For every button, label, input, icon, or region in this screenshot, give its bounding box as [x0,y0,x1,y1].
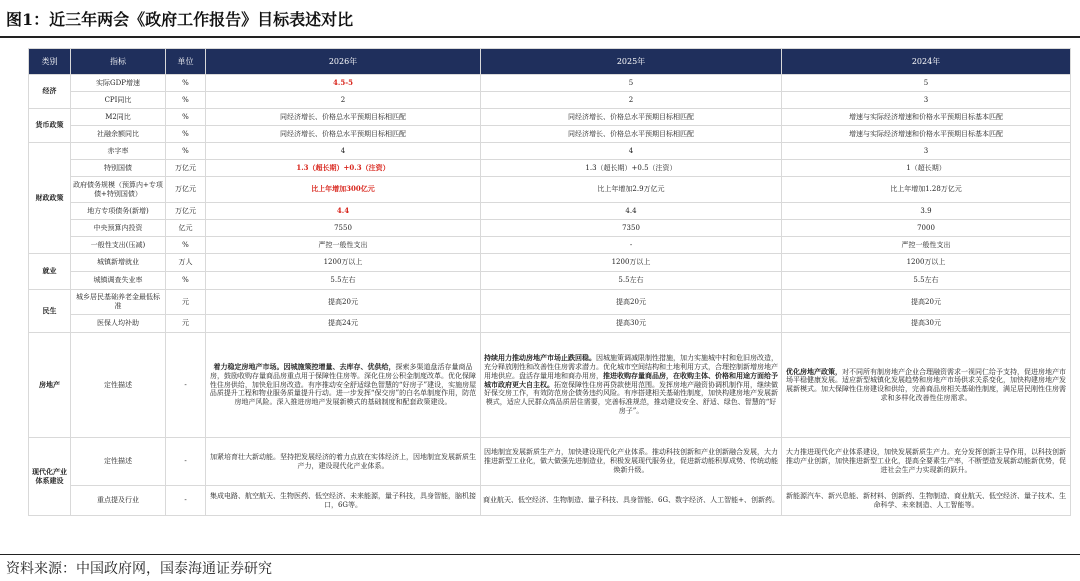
indicator-cell: 政府债务规模（预算内+专项债+特别国债） [71,177,166,203]
table-header-row [29,49,1071,75]
indicator-cell: 重点提及行业 [71,486,166,516]
unit-cell: 亿元 [166,220,206,237]
value-2025: 商业航天、低空经济、生物制造、量子科技、具身智能、6G、数字经济、人工智能+、创新药。 [481,486,782,516]
value-2025: 2 [481,92,782,109]
value-2026: 提高20元 [206,290,481,315]
indicator-cell: 中央预算内投资 [71,220,166,237]
realestate-2025-lead: 持续用力推动房地产市场止跌回稳。 [484,353,596,363]
indicator-cell: 城乡居民基础养老金最低标准 [71,290,166,315]
indicator-cell: M2同比 [71,109,166,126]
unit-cell: % [166,75,206,92]
unit-cell: 元 [166,315,206,333]
category-industry: 现代化产业体系建设 [29,438,71,516]
value-2024: 比上年增加1.28万亿元 [782,177,1071,203]
unit-cell: % [166,109,206,126]
realestate-2026 [206,333,481,438]
value-2026: 2 [206,92,481,109]
unit-cell: % [166,237,206,254]
unit-cell: - [166,438,206,486]
value-2026: 严控一般性支出 [206,237,481,254]
value-2024: 严控一般性支出 [782,237,1071,254]
value-2026: 1.3（超长期）+0.3（注资） [206,160,481,177]
indicator-cell: 特别国债 [71,160,166,177]
bottom-rule [0,554,1080,555]
value-2026: 同经济增长、价格总水平预期目标相匹配 [206,109,481,126]
category-livelihood: 民生 [29,290,71,333]
indicator-cell: 社融余额同比 [71,126,166,143]
value-2025: 因地制宜发展新质生产力，加快建设现代化产业体系。推动科技创新和产业创新融合发展，大力推进新型工业化，做大做强先进制造业，积极发展现代服务业，促进新动能积厚成势、传统动能焕新升级。 [481,438,782,486]
value-2025: 7350 [481,220,782,237]
value-2025: 提高30元 [481,315,782,333]
realestate-2024 [782,333,1071,438]
unit-cell: - [166,486,206,516]
table-row [29,220,1071,237]
unit-cell: - [166,333,206,438]
top-rule [0,36,1080,38]
value-2024: 1（超长期） [782,160,1071,177]
header-2024: 2024年 [782,49,1071,75]
value-2026: 4.4 [206,203,481,220]
category-fiscal: 财政政策 [29,143,71,254]
table-row [29,75,1071,92]
header-2025: 2025年 [481,49,782,75]
value-2026: 集成电路、航空航天、生物医药、低空经济、未来能源，量子科技，具身智能，脑机接口，6G等。 [206,486,481,516]
header-indicator: 指标 [71,49,166,75]
unit-cell: 万亿元 [166,160,206,177]
table-row [29,203,1071,220]
value-2025: 5 [481,75,782,92]
value-2024: 7000 [782,220,1071,237]
table-row [29,486,1071,516]
value-2025: 1.3（超长期）+0.5（注资） [481,160,782,177]
value-2026: 提高24元 [206,315,481,333]
indicator-cell: 城镇新增就业 [71,254,166,272]
value-2025: 比上年增加2.9万亿元 [481,177,782,203]
unit-cell: 元 [166,290,206,315]
value-2024: 5 [782,75,1071,92]
category-employment: 就业 [29,254,71,290]
value-2024: 1200万以上 [782,254,1071,272]
value-2025: 同经济增长、价格总水平预期目标相匹配 [481,109,782,126]
value-2024: 提高30元 [782,315,1071,333]
value-2025: 4.4 [481,203,782,220]
indicator-cell: 城镇调查失业率 [71,272,166,290]
table-row [29,272,1071,290]
value-2024: 新能源汽车、新兴息能、新材料、创新药、生物制造、商业航天、低空经济、量子技术、生命科学、未来制造、人工智能等。 [782,486,1071,516]
indicator-cell: 赤字率 [71,143,166,160]
table-row [29,109,1071,126]
indicator-cell: 定性描述 [71,333,166,438]
unit-cell: % [166,126,206,143]
realestate-2024-lead: 优化房地产政策， [786,366,842,376]
table-row [29,333,1071,438]
realestate-2024-body: 对不同所有制房地产企业合理融资需求一视同仁给予支持，促进房地产市场平稳健康发展。适应新型城镇化发展趋势和房地产市场供求关系变化，加快构建房地产发展新模式。加大保障性住房建设和供给，完善商品房相关基础性制度，满足居民刚性住房需求和多样化改善性住房需求。 [786,367,1066,402]
unit-cell: 万人 [166,254,206,272]
category-monetary: 货币政策 [29,109,71,143]
header-category: 类别 [29,49,71,75]
table-row [29,126,1071,143]
header-unit: 单位 [166,49,206,75]
table-row [29,92,1071,109]
unit-cell: % [166,92,206,109]
value-2024: 提高20元 [782,290,1071,315]
indicator-cell: 定性描述 [71,438,166,486]
realestate-2025-body2: 拓宽保障性住房再贷款使用范围。发挥房地产融资协调机制作用，继续做好保交房工作，有效防范房企债务违约风险。有序搭建相关基础性制度，加快构建房地产发展新模式，适应人民群众高品质居住需要，完善标准规范，推动建设安全、舒适、绿色、智慧的“好房子”。 [484,380,778,415]
value-2026: 1200万以上 [206,254,481,272]
unit-cell: % [166,272,206,290]
value-2026: 7550 [206,220,481,237]
realestate-2025-body: 因城施策调减限制性措施，加力实施城中村和危旧房改造，充分释放刚性和改善性住房需求潜力。优化城市空间结构和土地利用方式，合理控制新增房地产用地供应。盘活存量用地和商办用房， [484,354,778,380]
unit-cell: 万亿元 [166,203,206,220]
indicator-cell: 地方专项债务(新增) [71,203,166,220]
value-2026: 同经济增长、价格总水平预期目标相匹配 [206,126,481,143]
realestate-2025 [481,333,782,438]
comparison-table [28,48,1071,516]
figure-title: 图1：近三年两会《政府工作报告》目标表述对比 [6,10,354,29]
table-row [29,254,1071,272]
source-note: 资料来源：中国政府网，国泰海通证券研究 [6,561,272,577]
indicator-cell: 实际GDP增速 [71,75,166,92]
value-2024: 3 [782,92,1071,109]
realestate-2025-lead2: 推进收购存量商品房，在收购主体、价格和用途方面给予城市政府更大自主权。 [484,370,778,389]
value-2025: 同经济增长、价格总水平预期目标相匹配 [481,126,782,143]
value-2025: 1200万以上 [481,254,782,272]
realestate-2026-lead: 着力稳定房地产市场。因城施策控增量、去库存、优供给， [213,362,396,372]
table-row [29,290,1071,315]
value-2024: 5.5左右 [782,272,1071,290]
table-row [29,160,1071,177]
header-2026: 2026年 [206,49,481,75]
value-2025: 提高20元 [481,290,782,315]
value-2024: 3 [782,143,1071,160]
value-2026: 4 [206,143,481,160]
value-2026: 5.5左右 [206,272,481,290]
unit-cell: % [166,143,206,160]
value-2024: 3.9 [782,203,1071,220]
value-2025: 4 [481,143,782,160]
value-2026: 加紧培育壮大新动能。坚持把发展经济的着力点放在实体经济上，因地制宜发展新质生产力，建设现代化产业体系。 [206,438,481,486]
table-row [29,237,1071,254]
table-row [29,143,1071,160]
value-2024: 增速与实际经济增速和价格水平预期目标基本匹配 [782,126,1071,143]
category-economy: 经济 [29,75,71,109]
unit-cell: 万亿元 [166,177,206,203]
value-2024: 增速与实际经济增速和价格水平预期目标基本匹配 [782,109,1071,126]
value-2026: 比上年增加300亿元 [206,177,481,203]
realestate-2026-body: 探索多渠道盘活存量商品房，鼓励收购存量商品房重点用于保障性住房等。深化住房公积金制度改革。优化保障性住房供给，加快危旧房改造。有序推动安全舒适绿色智慧的“好房子”建设，实施房屋品质提升工程和物业服务质量提升行动。进一步发挥“保交房”的白名单制度作用，防范房地产风险。深入推进房地产发展新模式的基础制度和配套政策建设。 [209,363,477,407]
table-row [29,177,1071,203]
value-2024: 大力推进现代化产业体系建设，加快发展新质生产力。充分发挥创新主导作用，以科技创新推动产业创新，加快推进新型工业化，提高全要素生产率，不断塑造发展新动能新优势，促进社会生产力实现新的跃升。 [782,438,1071,486]
value-2025: - [481,237,782,254]
indicator-cell: 医保人均补助 [71,315,166,333]
value-2026: 4.5-5 [206,75,481,92]
indicator-cell: CPI同比 [71,92,166,109]
category-realestate: 房地产 [29,333,71,438]
value-2025: 5.5左右 [481,272,782,290]
indicator-cell: 一般性支出(压减) [71,237,166,254]
table-row [29,315,1071,333]
table-row [29,438,1071,486]
